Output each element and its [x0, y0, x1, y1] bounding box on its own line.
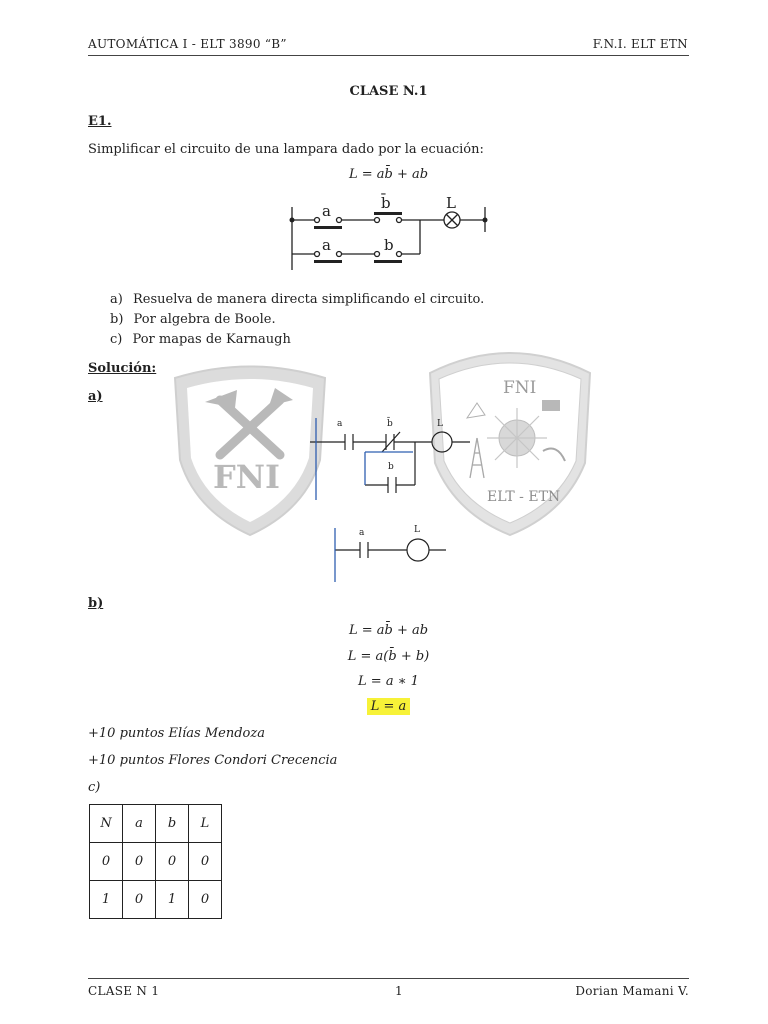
table-cell: 1: [90, 881, 123, 919]
boole-step-1: L = ab̄ + ab: [348, 623, 429, 638]
item-text: Por algebra de Boole.: [133, 312, 276, 327]
ladder1-label-L: L: [437, 419, 443, 429]
ladder-diagram-original: [310, 410, 480, 502]
part-c-label: c): [88, 780, 101, 795]
footer-rule: [88, 978, 689, 979]
ladder1-label-a: a: [337, 419, 343, 429]
item-marker: b): [110, 312, 124, 327]
header-rule: [88, 55, 689, 56]
solution-label: Solución:: [88, 361, 157, 376]
page-title: CLASE N.1: [349, 84, 428, 99]
table-cell: 0: [123, 843, 156, 881]
item-text: Resuelva de manera directa simplificando el circuito.: [132, 292, 485, 307]
table-header-cell: a: [123, 805, 156, 843]
table-header-cell: N: [90, 805, 123, 843]
part-b-label: b): [88, 596, 104, 611]
header-right: F.N.I. ELT ETN: [592, 37, 688, 51]
item-a: [110, 292, 484, 307]
ladder1-label-b: b: [388, 462, 394, 472]
ladder2-label-L: L: [414, 525, 420, 535]
item-text: Por mapas de Karnaugh: [132, 332, 291, 347]
boole-result-highlight: L = a: [367, 698, 411, 715]
boole-step-3: L = a ∗ 1: [358, 674, 419, 689]
circuit-label-lamp: L: [446, 194, 456, 212]
points-line-2: +10 puntos Flores Condori Crecencia: [88, 753, 338, 768]
table-cell: 0: [90, 843, 123, 881]
ladder1-label-b-bar: b̄: [387, 419, 393, 429]
part-a-label: a): [88, 389, 103, 404]
circuit-label-b-bottom: b: [384, 236, 394, 254]
table-row: [90, 881, 222, 919]
circuit-label-b-bar: b̄: [381, 194, 391, 212]
table-cell: 0: [156, 843, 189, 881]
table-cell: 0: [189, 881, 222, 919]
table-header-row: [90, 805, 222, 843]
watermark-right-top-text: FNI: [503, 378, 537, 398]
item-b: [110, 312, 276, 327]
header-left: AUTOMÁTICA I - ELT 3890 “B”: [88, 37, 287, 51]
table-cell: 0: [189, 843, 222, 881]
points-line-1: +10 puntos Elías Mendoza: [88, 726, 265, 741]
boole-step-2: L = a(b̄ + b): [347, 649, 430, 664]
footer-right: Dorian Mamani V.: [575, 984, 689, 998]
table-cell: 1: [156, 881, 189, 919]
lamp-circuit-diagram: [280, 192, 500, 272]
table-header-cell: L: [189, 805, 222, 843]
ladder2-label-a: a: [359, 528, 365, 538]
table-header-cell: b: [156, 805, 189, 843]
item-marker: c): [110, 332, 123, 347]
circuit-label-a-bottom: a: [322, 236, 331, 254]
table-row: [90, 843, 222, 881]
page-number: 1: [395, 984, 403, 998]
item-marker: a): [110, 292, 123, 307]
footer-left: CLASE N 1: [88, 984, 160, 998]
ladder-diagram-simplified: [330, 520, 455, 584]
watermark-right-bottom-text: ELT - ETN: [487, 489, 561, 505]
exercise-statement: Simplificar el circuito de una lampara dado por la ecuación:: [88, 142, 484, 157]
exercise-label: E1.: [88, 114, 112, 129]
ladder2-lamp-coil: [407, 539, 429, 561]
truth-table: [89, 804, 222, 919]
item-c: [110, 332, 291, 347]
circuit-label-a-top: a: [322, 202, 331, 220]
exercise-equation: L = ab̄ + ab: [348, 167, 429, 182]
table-cell: 0: [123, 881, 156, 919]
chip-icon: [542, 400, 560, 411]
watermark-left-text: FNI: [213, 458, 280, 496]
ladder-lamp-coil: [432, 432, 452, 452]
